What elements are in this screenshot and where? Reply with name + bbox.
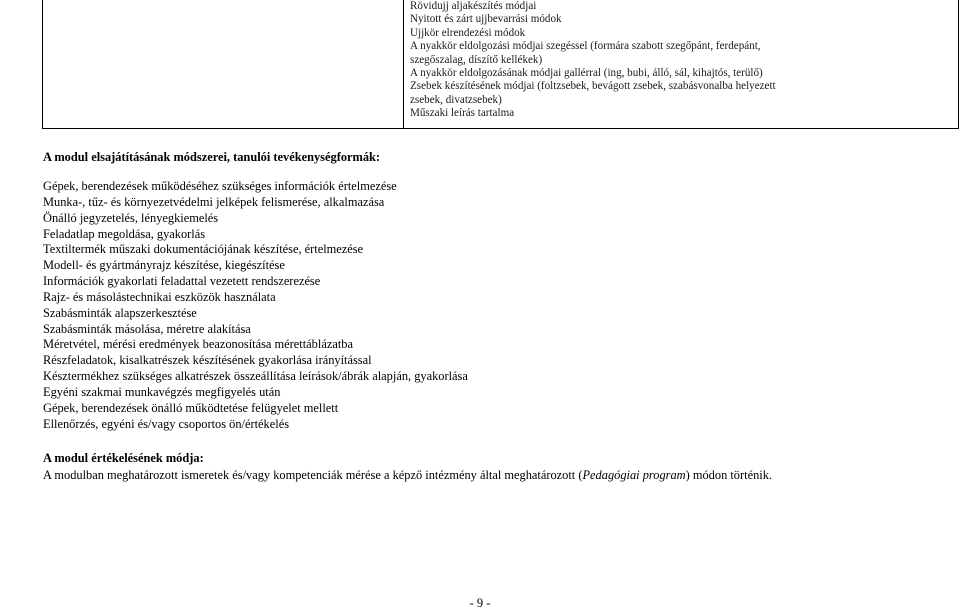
list-item: Méretvétel, mérési eredmények beazonosítása mérettáblázatba [43,337,353,352]
list-item: Munka-, tűz- és környezetvédelmi jelképek felismerése, alkalmazása [43,194,385,209]
list-item: Késztermékhez szükséges alkatrészek összeállítása leírások/ábrák alapján, gyakorlása [43,369,468,384]
methods-heading: A modul elsajátításának módszerei, tanulói tevékenységformák: [43,150,381,164]
list-item: Önálló jegyzetelés, lényegkiemelés [43,210,219,225]
list-item: Modell- és gyártmányrajz készítése, kiegészítése [43,258,285,273]
cell-line: Zsebek készítésének módjai (foltzsebek, bevágott zsebek, szabásvonalba helyezett [410,80,776,93]
list-item: Gépek, berendezések önálló működtetése felügyelet mellett [43,400,339,415]
list-item: Egyéni szakmai munkavégzés megfigyelés után [43,384,281,399]
table-right-cell [410,0,950,121]
list-item: Részfeladatok, kisalkatrészek készítésének gyakorlása irányítással [43,353,372,368]
list-item: Rajz- és másolástechnikai eszközök használata [43,289,276,304]
evaluation-heading: A modul értékelésének módja: [43,451,204,465]
evaluation-text-start: A modulban meghatározott ismeretek és/vagy kompetenciák mérése a képző intézmény által meghatározott ( [43,468,583,482]
cell-line: Nyitott és zárt ujjbevarrási módok [410,13,562,26]
list-item: Textiltermék műszaki dokumentációjának készítése, értelmezése [43,242,364,257]
cell-line: Rövidujj aljakészítés módjai [410,0,537,12]
cell-line: A nyakkör eldolgozásának módjai gallérral (ing, bubi, álló, sál, kihajtós, terülő) [410,67,763,80]
evaluation-text-end: ) módon történik. [685,468,773,482]
cell-line: Ujjkör elrendezési módok [410,26,526,39]
methods-list [43,179,468,433]
list-item: Szabásminták alapszerkesztése [43,305,197,320]
cell-line: zsebek, divatzsebek) [410,93,502,106]
evaluation-program-name: Pedagógiai program [582,468,686,482]
table-column-divider [403,0,404,129]
list-item: Információk gyakorlati feladattal vezetett rendszerezése [43,274,321,289]
list-item: Gépek, berendezések működéséhez szükséges információk értelmezése [43,179,397,193]
cell-line: Műszaki leírás tartalma [410,107,515,120]
list-item: Szabásminták másolása, méretre alakítása [43,321,251,336]
list-item: Feladatlap megoldása, gyakorlás [43,226,206,241]
page-number: - 9 - [469,596,491,610]
evaluation-text [43,468,772,483]
cell-line: A nyakkör eldolgozási módjai szegéssel (formára szabott szegőpánt, ferdepánt, [410,40,761,53]
cell-line: szegőszalag, díszítő kellékek) [410,53,543,66]
list-item: Ellenőrzés, egyéni és/vagy csoportos ön/értékelés [43,416,290,431]
